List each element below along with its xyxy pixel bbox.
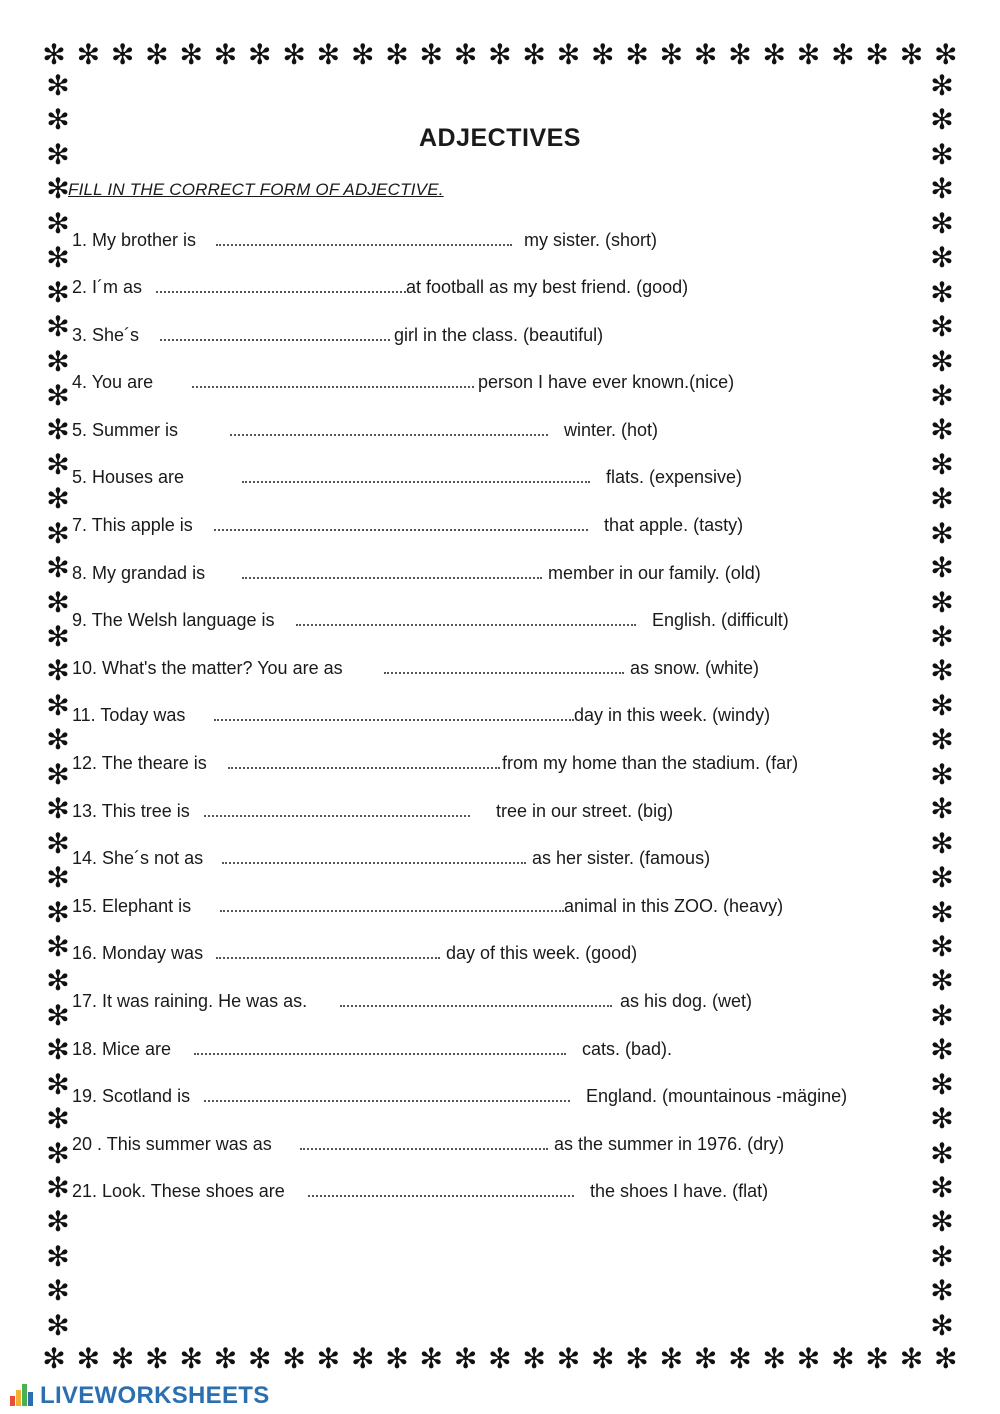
answer-blank[interactable] xyxy=(204,1100,570,1102)
question-item xyxy=(72,892,932,920)
border-star-icon: ✻ xyxy=(385,1342,409,1375)
question-prompt: 21. Look. These shoes are xyxy=(72,1181,285,1201)
border-star-icon: ✻ xyxy=(488,38,512,71)
border-star-icon: ✻ xyxy=(46,413,70,447)
question-item xyxy=(72,797,932,825)
border-star-icon: ✻ xyxy=(899,1342,924,1375)
question-prompt: 8. My grandad is xyxy=(72,563,206,583)
border-star-icon: ✻ xyxy=(762,38,786,71)
border-star-icon: ✻ xyxy=(453,38,478,71)
border-star-icon: ✻ xyxy=(930,206,954,240)
border-star-icon: ✻ xyxy=(930,861,954,895)
border-star-icon: ✻ xyxy=(930,964,954,998)
border-star-icon: ✻ xyxy=(591,1342,615,1375)
question-item xyxy=(72,1130,932,1158)
border-star-icon: ✻ xyxy=(831,38,855,71)
question-ending: girl in the class. (beautiful) xyxy=(394,325,604,345)
question-prompt: 18. Mice are xyxy=(72,1039,172,1059)
border-star-icon: ✻ xyxy=(76,38,101,71)
border-star-icon: ✻ xyxy=(46,654,70,688)
border-star-icon: ✻ xyxy=(930,275,954,309)
border-star-icon: ✻ xyxy=(930,654,954,688)
border-star-icon: ✻ xyxy=(46,447,70,481)
border-star-icon: ✻ xyxy=(282,1342,306,1375)
answer-blank[interactable] xyxy=(160,339,390,341)
border-star-icon: ✻ xyxy=(453,1342,478,1375)
border-star-icon: ✻ xyxy=(488,1342,512,1375)
border-star-icon: ✻ xyxy=(930,482,954,516)
question-ending: winter. (hot) xyxy=(564,420,659,440)
border-star-icon: ✻ xyxy=(762,1342,786,1375)
border-star-icon: ✻ xyxy=(46,206,70,240)
border-star-icon: ✻ xyxy=(930,378,954,412)
border-star-icon: ✻ xyxy=(930,172,954,206)
question-item xyxy=(72,1035,932,1063)
question-prompt: 16. Monday was xyxy=(72,943,204,963)
border-star-icon: ✻ xyxy=(930,1308,954,1342)
border-star-icon: ✻ xyxy=(522,1342,546,1375)
border-star-icon: ✻ xyxy=(419,38,443,71)
question-prompt: 7. This apple is xyxy=(72,515,193,535)
border-star-icon: ✻ xyxy=(350,1342,375,1375)
border-bottom xyxy=(40,1344,960,1374)
border-star-icon: ✻ xyxy=(930,413,954,447)
border-star-icon: ✻ xyxy=(46,1274,70,1308)
answer-blank[interactable] xyxy=(222,862,526,864)
page-title: ADJECTIVES xyxy=(419,124,581,152)
border-star-icon: ✻ xyxy=(213,38,238,71)
answer-blank[interactable] xyxy=(228,767,500,769)
answer-blank[interactable] xyxy=(216,244,512,246)
border-star-icon: ✻ xyxy=(930,1136,954,1170)
border-star-icon: ✻ xyxy=(930,688,954,722)
question-ending: that apple. (tasty) xyxy=(604,515,744,535)
border-star-icon: ✻ xyxy=(930,723,954,757)
border-star-icon: ✻ xyxy=(110,38,135,71)
border-star-icon: ✻ xyxy=(930,826,954,860)
question-item xyxy=(72,463,932,491)
border-star-icon: ✻ xyxy=(933,38,958,71)
question-ending: as the summer in 1976. (dry) xyxy=(554,1134,785,1154)
question-item xyxy=(72,226,932,254)
border-star-icon: ✻ xyxy=(930,447,954,481)
border-star-icon: ✻ xyxy=(728,38,752,71)
border-star-icon: ✻ xyxy=(76,1342,101,1375)
question-item xyxy=(72,606,932,634)
border-star-icon: ✻ xyxy=(930,792,954,826)
border-star-icon: ✻ xyxy=(179,38,203,71)
question-prompt: 19. Scotland is xyxy=(72,1086,191,1106)
border-star-icon: ✻ xyxy=(46,688,70,722)
border-star-icon: ✻ xyxy=(46,172,70,206)
border-star-icon: ✻ xyxy=(930,69,954,102)
question-prompt: 1. My brother is xyxy=(72,230,197,250)
border-star-icon: ✻ xyxy=(556,38,581,71)
question-item xyxy=(72,368,932,396)
question-ending: as his dog. (wet) xyxy=(620,991,753,1011)
question-item xyxy=(72,987,932,1015)
border-star-icon: ✻ xyxy=(46,1239,70,1273)
border-star-icon: ✻ xyxy=(46,344,70,378)
border-star-icon: ✻ xyxy=(930,310,954,344)
border-star-icon: ✻ xyxy=(522,38,546,71)
border-star-icon: ✻ xyxy=(930,757,954,791)
border-star-icon: ✻ xyxy=(930,1102,954,1136)
border-star-icon: ✻ xyxy=(46,585,70,619)
border-star-icon: ✻ xyxy=(46,861,70,895)
question-item xyxy=(72,1177,932,1205)
border-star-icon: ✻ xyxy=(46,792,70,826)
border-star-icon: ✻ xyxy=(930,1171,954,1204)
border-star-icon: ✻ xyxy=(930,241,954,275)
footer-logo xyxy=(10,1380,270,1412)
question-ending: member in our family. (old) xyxy=(548,563,761,583)
border-star-icon: ✻ xyxy=(46,1205,70,1239)
answer-blank[interactable] xyxy=(308,1195,574,1197)
border-star-icon: ✻ xyxy=(659,1342,684,1375)
border-star-icon: ✻ xyxy=(556,1342,581,1375)
border-star-icon: ✻ xyxy=(248,38,272,71)
border-star-icon: ✻ xyxy=(46,723,70,757)
answer-blank[interactable] xyxy=(384,672,624,674)
border-star-icon: ✻ xyxy=(930,103,954,137)
border-star-icon: ✻ xyxy=(316,1342,341,1375)
answer-blank[interactable] xyxy=(242,577,542,579)
border-star-icon: ✻ xyxy=(46,275,70,309)
border-star-icon: ✻ xyxy=(46,998,70,1032)
question-prompt: 4. You are xyxy=(72,372,154,392)
question-item xyxy=(72,654,932,682)
question-prompt: 10. What's the matter? You are as xyxy=(72,658,343,678)
border-star-icon: ✻ xyxy=(419,1342,443,1375)
border-star-icon: ✻ xyxy=(899,38,924,71)
border-star-icon: ✻ xyxy=(693,1342,718,1375)
border-star-icon: ✻ xyxy=(46,1102,70,1136)
answer-blank[interactable] xyxy=(300,1148,548,1150)
border-star-icon: ✻ xyxy=(46,69,70,102)
question-ending: tree in our street. (big) xyxy=(496,801,674,821)
border-star-icon: ✻ xyxy=(625,1342,649,1375)
question-ending: my sister. (short) xyxy=(524,230,658,250)
border-star-icon: ✻ xyxy=(930,344,954,378)
border-star-icon: ✻ xyxy=(930,1239,954,1273)
question-ending: the shoes I have. (flat) xyxy=(590,1181,769,1201)
question-item xyxy=(72,1082,932,1110)
answer-blank[interactable] xyxy=(216,957,440,959)
question-prompt: 15. Elephant is xyxy=(72,896,192,916)
border-star-icon: ✻ xyxy=(46,1136,70,1170)
answer-blank[interactable] xyxy=(214,529,588,531)
border-star-icon: ✻ xyxy=(693,38,718,71)
question-prompt: 20 . This summer was as xyxy=(72,1134,272,1154)
question-item xyxy=(72,749,932,777)
border-star-icon: ✻ xyxy=(46,895,70,929)
answer-blank[interactable] xyxy=(156,291,406,293)
border-top xyxy=(40,40,960,70)
answer-blank[interactable] xyxy=(204,815,470,817)
question-ending: day of this week. (good) xyxy=(446,943,638,963)
border-star-icon: ✻ xyxy=(796,1342,821,1375)
question-prompt: 3. She´s xyxy=(72,325,140,345)
question-item xyxy=(72,701,932,729)
border-star-icon: ✻ xyxy=(930,1274,954,1308)
question-item xyxy=(72,844,932,872)
question-ending: as her sister. (famous) xyxy=(532,848,711,868)
border-star-icon: ✻ xyxy=(865,1342,889,1375)
border-star-icon: ✻ xyxy=(46,378,70,412)
answer-blank[interactable] xyxy=(242,481,590,483)
border-star-icon: ✻ xyxy=(659,38,684,71)
question-item xyxy=(72,273,932,301)
border-star-icon: ✻ xyxy=(930,1067,954,1101)
border-star-icon: ✻ xyxy=(930,1205,954,1239)
question-item xyxy=(72,416,932,444)
question-prompt: 12. The theare is xyxy=(72,753,207,773)
question-ending: at football as my best friend. (good) xyxy=(406,277,689,297)
border-star-icon: ✻ xyxy=(282,38,306,71)
border-star-icon: ✻ xyxy=(930,551,954,585)
answer-blank[interactable] xyxy=(296,624,636,626)
border-star-icon: ✻ xyxy=(42,1342,66,1375)
question-item xyxy=(72,511,932,539)
border-star-icon: ✻ xyxy=(46,964,70,998)
question-ending: animal in this ZOO. (heavy) xyxy=(564,896,784,916)
border-star-icon: ✻ xyxy=(46,310,70,344)
answer-blank[interactable] xyxy=(214,719,574,721)
border-star-icon: ✻ xyxy=(46,757,70,791)
border-star-icon: ✻ xyxy=(930,998,954,1032)
border-star-icon: ✻ xyxy=(46,929,70,963)
question-prompt: 5. Houses are xyxy=(72,467,185,487)
question-prompt: 13. This tree is xyxy=(72,801,190,821)
border-star-icon: ✻ xyxy=(248,1342,272,1375)
question-prompt: 17. It was raining. He was as. xyxy=(72,991,308,1011)
border-star-icon: ✻ xyxy=(831,1342,855,1375)
border-left xyxy=(42,69,74,1342)
border-star-icon: ✻ xyxy=(179,1342,203,1375)
border-star-icon: ✻ xyxy=(46,482,70,516)
border-star-icon: ✻ xyxy=(46,620,70,653)
question-item xyxy=(72,321,932,349)
border-star-icon: ✻ xyxy=(385,38,409,71)
question-prompt: 5. Summer is xyxy=(72,420,179,440)
border-star-icon: ✻ xyxy=(933,1342,958,1375)
border-star-icon: ✻ xyxy=(46,516,70,550)
question-prompt: 14. She´s not as xyxy=(72,848,204,868)
border-star-icon: ✻ xyxy=(46,826,70,860)
border-star-icon: ✻ xyxy=(46,1171,70,1204)
instruction-text: FILL IN THE CORRECT FORM OF ADJECTIVE. xyxy=(68,180,444,199)
border-star-icon: ✻ xyxy=(625,38,649,71)
border-star-icon: ✻ xyxy=(46,103,70,137)
border-star-icon: ✻ xyxy=(930,620,954,653)
border-star-icon: ✻ xyxy=(350,38,375,71)
border-star-icon: ✻ xyxy=(930,929,954,963)
border-star-icon: ✻ xyxy=(46,241,70,275)
answer-blank[interactable] xyxy=(220,910,564,912)
border-star-icon: ✻ xyxy=(46,1067,70,1101)
question-ending: English. (difficult) xyxy=(652,610,789,630)
border-star-icon: ✻ xyxy=(591,38,615,71)
border-star-icon: ✻ xyxy=(46,1308,70,1342)
border-star-icon: ✻ xyxy=(46,551,70,585)
border-star-icon: ✻ xyxy=(930,137,954,171)
border-star-icon: ✻ xyxy=(46,1033,70,1067)
question-ending: from my home than the stadium. (far) xyxy=(502,753,799,773)
question-item xyxy=(72,939,932,967)
question-prompt: 11. Today was xyxy=(72,705,186,725)
question-prompt: 2. I´m as xyxy=(72,277,143,297)
border-star-icon: ✻ xyxy=(930,516,954,550)
question-prompt: 9. The Welsh language is xyxy=(72,610,275,630)
question-ending: person I have ever known.(nice) xyxy=(478,372,735,392)
border-star-icon: ✻ xyxy=(728,1342,752,1375)
footer-brand-text: LIVEWORKSHEETS xyxy=(40,1382,270,1409)
question-ending: cats. (bad). xyxy=(582,1039,673,1059)
border-star-icon: ✻ xyxy=(796,38,821,71)
border-star-icon: ✻ xyxy=(930,895,954,929)
question-item xyxy=(72,559,932,587)
border-star-icon: ✻ xyxy=(316,38,341,71)
border-star-icon: ✻ xyxy=(42,38,66,71)
border-star-icon: ✻ xyxy=(46,137,70,171)
border-star-icon: ✻ xyxy=(213,1342,238,1375)
liveworksheets-logo-icon xyxy=(10,1384,38,1408)
question-ending: flats. (expensive) xyxy=(606,467,743,487)
border-star-icon: ✻ xyxy=(145,38,169,71)
question-ending: England. (mountainous -mägine) xyxy=(586,1086,848,1106)
question-ending: as snow. (white) xyxy=(630,658,760,678)
answer-blank[interactable] xyxy=(340,1005,612,1007)
answer-blank[interactable] xyxy=(230,434,548,436)
border-star-icon: ✻ xyxy=(110,1342,135,1375)
answer-blank[interactable] xyxy=(194,1053,566,1055)
question-ending: day in this week. (windy) xyxy=(574,705,771,725)
border-star-icon: ✻ xyxy=(865,38,889,71)
border-star-icon: ✻ xyxy=(930,1033,954,1067)
answer-blank[interactable] xyxy=(192,386,474,388)
border-star-icon: ✻ xyxy=(930,585,954,619)
border-star-icon: ✻ xyxy=(145,1342,169,1375)
